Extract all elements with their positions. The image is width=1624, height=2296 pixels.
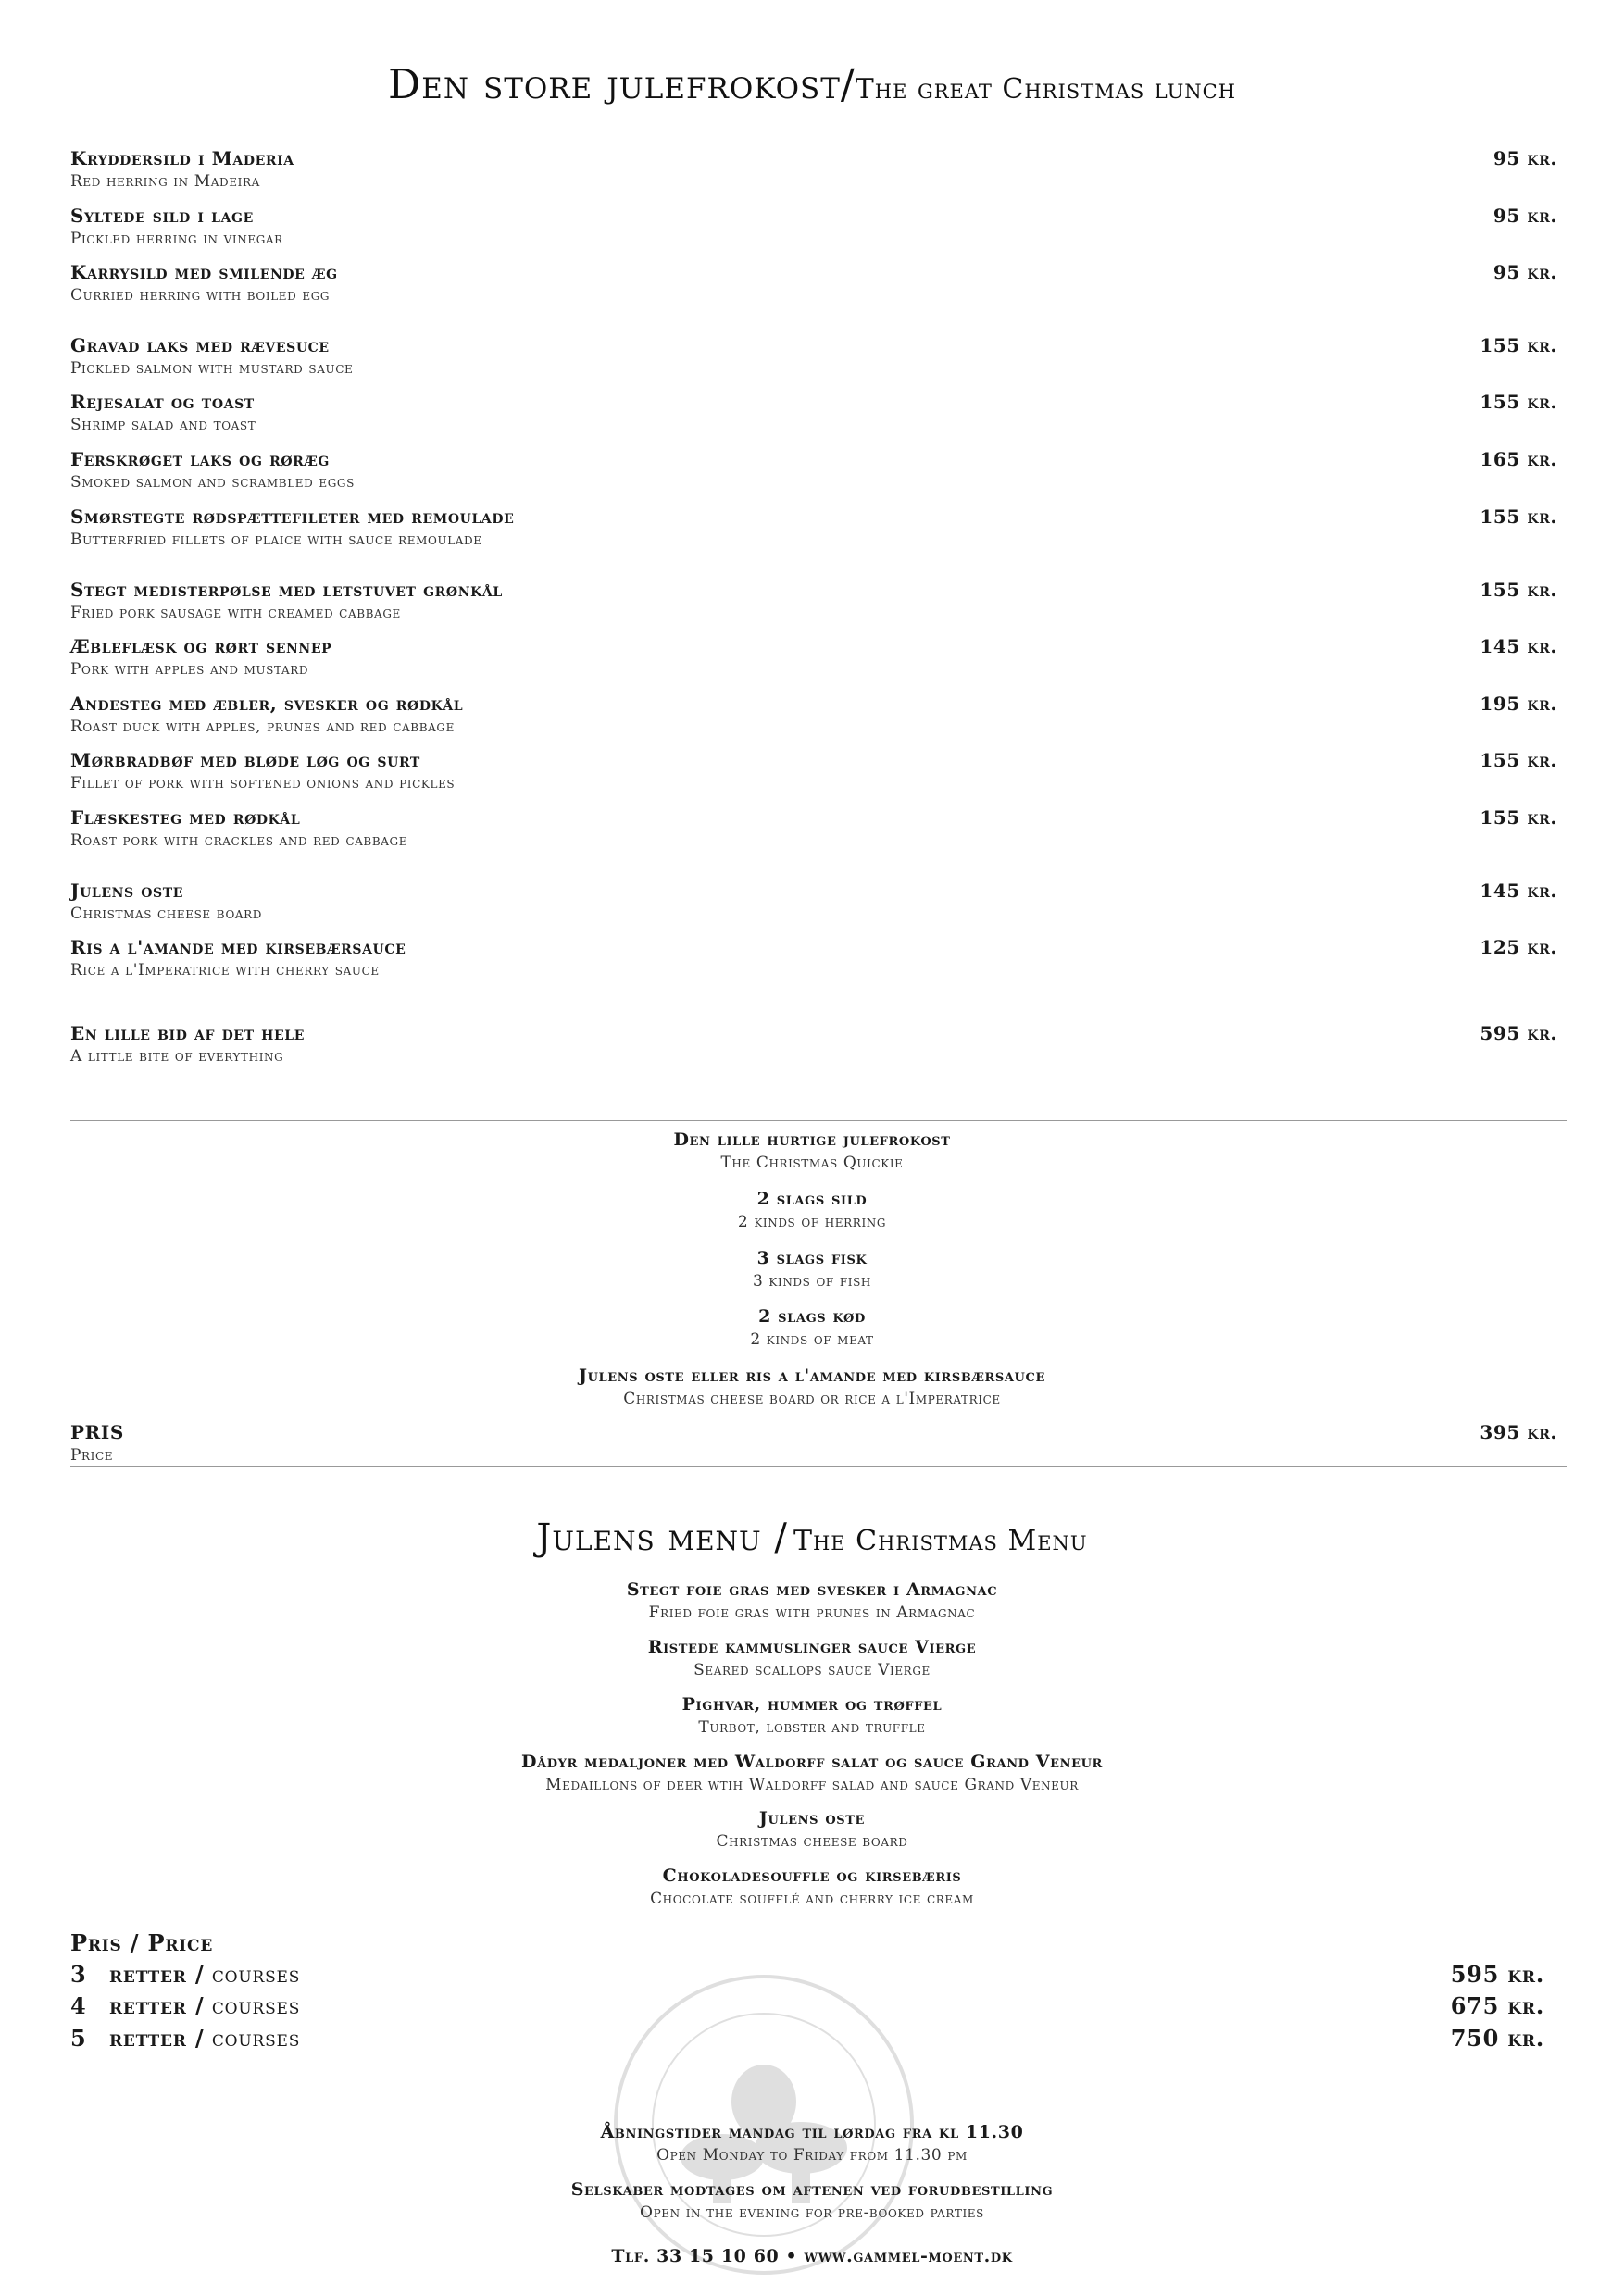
dish-english: Fried foie gras with prunes in Armagnac xyxy=(648,1603,976,1622)
quickie-subtitle: 2 kinds of herring xyxy=(737,1213,887,1231)
quickie-price: 395 kr. xyxy=(1480,1421,1557,1443)
dish-english: Medaillons of deer wtih Waldorff salad and sauce Grand Veneur xyxy=(545,1776,1079,1794)
footer-subtitle: Open in the evening for pre-booked parties xyxy=(640,2203,984,2222)
menu-item xyxy=(70,748,1557,794)
contact-text: Tlf. 33 15 10 60 • www.gammel-moent.dk xyxy=(611,2246,1013,2266)
menu-item xyxy=(70,260,1557,306)
item-english: Pork with apples and mustard xyxy=(70,660,309,679)
dish-name: Dådyr medaljoner med Waldorff salat og sauce Grand Veneur xyxy=(521,1752,1103,1772)
divider xyxy=(70,1466,1567,1467)
section-title-julefrokost xyxy=(0,61,1624,108)
menu-item xyxy=(70,204,1557,250)
contact-line xyxy=(0,2244,1624,2268)
pris-label: PRIS xyxy=(70,1421,124,1443)
retter-label: retter / xyxy=(109,1961,205,1988)
item-name: Stegt medisterpølse med letstuvet grønkål xyxy=(70,579,503,601)
footer-title: Åbningstider mandag til lørdag fra kl 11.30 xyxy=(600,2122,1024,2142)
item-price: 165 kr. xyxy=(1480,448,1557,470)
course-count: 3 xyxy=(70,1961,87,1988)
course-price: 750 kr. xyxy=(1450,2025,1544,2052)
item-price: 95 kr. xyxy=(1493,261,1557,283)
menu-item xyxy=(70,578,1557,624)
course-dish xyxy=(0,1635,1624,1681)
item-english: Shrimp salad and toast xyxy=(70,416,256,434)
item-name: Karrysild med smilende æg xyxy=(70,261,338,283)
dish-name: Julens oste xyxy=(758,1808,866,1828)
menu-item xyxy=(70,634,1557,680)
dish-english: Turbot, lobster and truffle xyxy=(698,1718,926,1737)
item-english: A little bite of everything xyxy=(70,1047,284,1066)
item-price: 145 kr. xyxy=(1480,880,1557,902)
course-dish xyxy=(0,1750,1624,1796)
item-price: 155 kr. xyxy=(1480,391,1557,413)
item-name: Julens oste xyxy=(70,880,184,902)
quickie-line xyxy=(0,1128,1624,1174)
menu-item xyxy=(70,1021,1557,1067)
item-price: 95 kr. xyxy=(1493,147,1557,169)
item-english: Roast pork with crackles and red cabbage xyxy=(70,831,408,850)
item-english: Rice a l'Imperatrice with cherry sauce xyxy=(70,961,380,980)
quickie-price-row xyxy=(70,1420,1557,1466)
courses-label: courses xyxy=(211,1993,301,2019)
item-price: 155 kr. xyxy=(1480,505,1557,528)
item-english: Smoked salmon and scrambled eggs xyxy=(70,473,355,492)
courses-label: courses xyxy=(211,1962,301,1988)
item-name: Andesteg med æbler, svesker og rødkål xyxy=(70,693,464,715)
item-name: Smørstegte rødspættefileter med remoulade xyxy=(70,505,515,528)
quickie-title: 2 slags sild xyxy=(756,1189,868,1209)
item-english: Fillet of pork with softened onions and pickles xyxy=(70,774,456,792)
item-name: Flæskesteg med rødkål xyxy=(70,806,301,829)
course-price: 675 kr. xyxy=(1450,1992,1544,2019)
item-name: Mørbradbøf med bløde løg og surt xyxy=(70,749,420,771)
menu-item xyxy=(70,390,1557,436)
quickie-line xyxy=(0,1304,1624,1351)
dish-english: Chocolate soufflé and cherry ice cream xyxy=(650,1890,974,1908)
item-price: 95 kr. xyxy=(1493,205,1557,227)
footer-line xyxy=(0,2120,1624,2166)
menu-item xyxy=(70,879,1557,925)
quickie-title: 3 slags fisk xyxy=(756,1248,868,1268)
item-english: Roast duck with apples, prunes and red cabbage xyxy=(70,718,455,736)
course-price: 595 kr. xyxy=(1450,1961,1544,1988)
dish-name: Pighvar, hummer og trøffel xyxy=(681,1694,943,1715)
quickie-title: Den lille hurtige julefrokost xyxy=(673,1129,951,1150)
quickie-subtitle: 2 kinds of meat xyxy=(750,1330,874,1349)
price-label-en: Price xyxy=(70,1446,114,1465)
item-name: Æbleflæsk og rørt sennep xyxy=(70,635,332,657)
menu-item xyxy=(70,447,1557,493)
item-price: 125 kr. xyxy=(1480,936,1557,958)
course-dish xyxy=(0,1578,1624,1624)
retter-label: retter / xyxy=(109,2025,205,2052)
title-main: Julens menu / xyxy=(536,1516,788,1559)
menu-item xyxy=(70,692,1557,738)
quickie-line xyxy=(0,1364,1624,1410)
item-english: Pickled herring in vinegar xyxy=(70,230,283,248)
item-price: 595 kr. xyxy=(1480,1022,1557,1044)
menu-item xyxy=(70,805,1557,852)
course-count: 4 xyxy=(70,1992,87,2019)
item-price: 195 kr. xyxy=(1480,693,1557,715)
dish-name: Chokoladesouffle og kirsebæris xyxy=(662,1866,962,1886)
item-name: Ferskrøget laks og røræg xyxy=(70,448,330,470)
menu-item xyxy=(70,146,1557,193)
course-price-row xyxy=(70,2023,1544,2054)
dish-english: Seared scallops sauce Vierge xyxy=(693,1661,931,1679)
item-english: Christmas cheese board xyxy=(70,905,263,923)
item-english: Butterfried fillets of plaice with sauce remoulade xyxy=(70,530,482,549)
divider xyxy=(70,1120,1567,1121)
dish-name: Ristede kammuslinger sauce Vierge xyxy=(647,1637,977,1657)
item-english: Fried pork sausage with creamed cabbage xyxy=(70,604,401,622)
section-title-christmas-menu xyxy=(0,1516,1624,1559)
title-sub: The great Christmas lunch xyxy=(855,73,1237,106)
footer-subtitle: Open Monday to Friday from 11.30 pm xyxy=(656,2146,968,2165)
course-price-row xyxy=(70,1959,1544,1990)
pris-heading: Pris / Price xyxy=(70,1929,214,1956)
quickie-subtitle: Christmas cheese board or rice a l'Imperatrice xyxy=(623,1390,1001,1408)
course-label xyxy=(109,2023,300,2054)
item-name: Ris a l'amande med kirsebærsauce xyxy=(70,936,406,958)
dish-english: Christmas cheese board xyxy=(716,1832,908,1851)
item-price: 155 kr. xyxy=(1480,749,1557,771)
item-price: 155 kr. xyxy=(1480,579,1557,601)
course-dish xyxy=(0,1864,1624,1910)
retter-label: retter / xyxy=(109,1992,205,2019)
title-sub: The Christmas Menu xyxy=(793,1525,1088,1557)
item-name: Syltede sild i lage xyxy=(70,205,254,227)
item-name: En lille bid af det hele xyxy=(70,1022,305,1044)
item-price: 155 kr. xyxy=(1480,334,1557,356)
quickie-subtitle: The Christmas Quickie xyxy=(720,1154,904,1172)
item-price: 155 kr. xyxy=(1480,806,1557,829)
course-price-row xyxy=(70,1990,1544,2022)
menu-item xyxy=(70,505,1557,551)
course-label xyxy=(109,1959,300,1990)
item-english: Curried herring with boiled egg xyxy=(70,286,331,305)
course-dish xyxy=(0,1806,1624,1853)
item-price: 145 kr. xyxy=(1480,635,1557,657)
course-dish xyxy=(0,1692,1624,1739)
item-name: Kryddersild i Maderia xyxy=(70,147,294,169)
quickie-title: Julens oste eller ris a l'amande med kirsbærsauce xyxy=(579,1366,1045,1386)
footer-title: Selskaber modtages om aftenen ved forudbestilling xyxy=(570,2179,1054,2200)
item-english: Red herring in Madeira xyxy=(70,172,260,191)
course-count: 5 xyxy=(70,2025,87,2052)
footer-line xyxy=(0,2177,1624,2224)
quickie-subtitle: 3 kinds of fish xyxy=(753,1272,871,1291)
courses-label: courses xyxy=(211,2026,301,2052)
item-name: Gravad laks med rævesuce xyxy=(70,334,330,356)
item-english: Pickled salmon with mustard sauce xyxy=(70,359,354,378)
menu-item xyxy=(70,935,1557,981)
quickie-line xyxy=(0,1187,1624,1233)
course-label xyxy=(109,1990,300,2022)
item-name: Rejesalat og toast xyxy=(70,391,255,413)
dish-name: Stegt foie gras med svesker i Armagnac xyxy=(626,1579,998,1600)
title-main: Den store julefrokost/ xyxy=(387,61,856,108)
menu-item xyxy=(70,333,1557,380)
quickie-title: 2 slags kød xyxy=(758,1306,866,1327)
quickie-line xyxy=(0,1246,1624,1292)
